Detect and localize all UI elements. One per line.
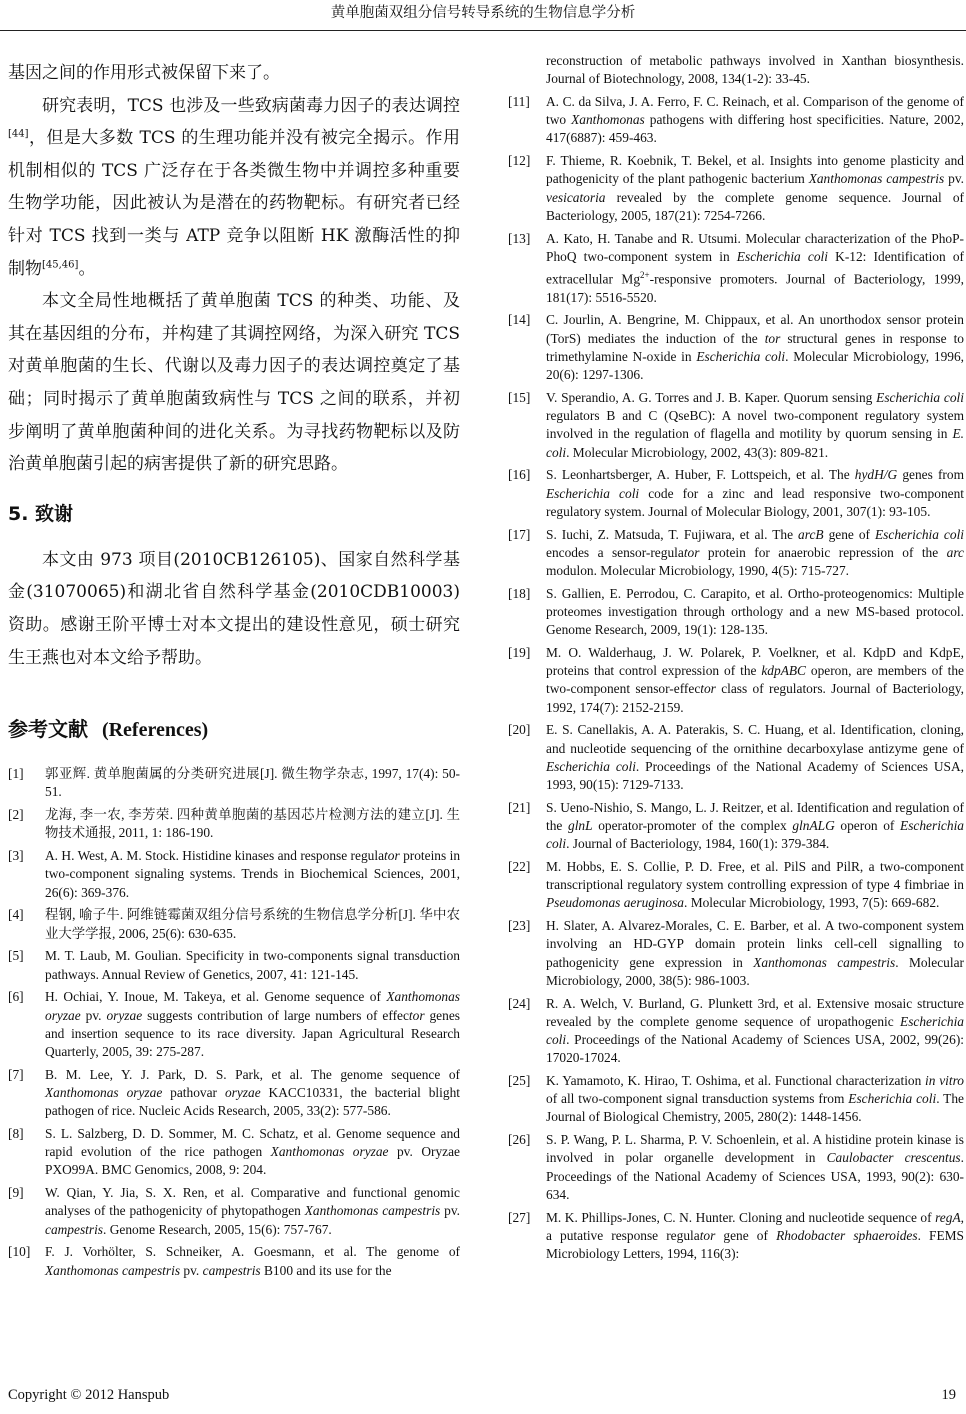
body-paragraph: 本文全局性地概括了黄单胞菌 TCS 的种类、功能、及其在基因组的分布，并构建了其调控网络，为深入研究 TCS 对黄单胞菌的生长、代谢以及毒力因子的表达调控奠定了基础；同时揭示了黄单胞菌致病性与 TCS 之间的联系，并初步阐明了黄单胞菌种间的进化关系。为寻找药物靶标以及防治黄单胞菌引起的病害提供了新的研究思路。 <box>8 291 460 475</box>
reference-text: F. J. Vorhölter, S. Schneiker, A. Goesmann, et al. The genome of Xanthomonas campestris pv. campestris B100 and its use for the <box>45 1244 460 1278</box>
reference-number: [27] <box>508 1209 531 1225</box>
reference-text: S. Leonhartsberger, A. Huber, F. Lottspeich, et al. The hydH/G genes from Escherichia coli code for a zinc and lead responsive two-component regulatory system. Journal of Molecular Biology, 2001, 307(1): 93-105. <box>546 467 964 519</box>
reference-item <box>508 389 964 462</box>
reference-item <box>508 230 964 307</box>
reference-text: S. Gallien, E. Perrodou, C. Carapito, et al. Ortho-proteogenomics: Multiple proteomes investigation through orthology and a new MS-based protocol. Genome Research, 2009, 19(1): 128-135. <box>546 585 964 638</box>
reference-item <box>508 1131 964 1204</box>
page-number: 19 <box>941 1387 956 1403</box>
left-column <box>8 57 460 1284</box>
section-title: 5. 致谢 <box>8 502 74 525</box>
reference-text: 龙海, 李一农, 李芳荣. 四种黄单胞菌的基因芯片检测方法的建立[J]. 生物技术通报, 2011, 1: 186-190. <box>45 807 460 841</box>
reference-number: [11] <box>508 94 530 109</box>
reference-number: [22] <box>508 858 531 874</box>
reference-number: [2] <box>8 807 24 823</box>
reference-item <box>508 721 964 794</box>
reference-number: [13] <box>508 230 531 246</box>
reference-number: [1] <box>8 766 24 782</box>
reference-text: H. Slater, A. Alvarez-Morales, C. E. Barber, et al. A two-component system involving an HD-GYP domain protein links cell-cell signalling to pathogenicity gene expression in Xanthomonas campestris. Molecular Microbiology, 2000, 38(5): 986-1003. <box>546 918 964 988</box>
reference-item <box>508 466 964 521</box>
reference-text: A. C. da Silva, J. A. Ferro, F. C. Reinach, et al. Comparison of the genome of two Xanthomonas pathogens with differing host specificities. Nature, 2002, 417(6887): 459-463. <box>546 94 965 146</box>
reference-text: F. Thieme, R. Koebnik, T. Bekel, et al. Insights into genome plasticity and pathogenicity of the plant pathogenic bacterium Xanthomonas campestris pv. vesicatoria revealed by the complete genome sequence. Journal of Bacteriology, 2005, 187(21): 7254-7266. <box>546 153 964 223</box>
reference-number: [6] <box>8 989 24 1005</box>
reference-text: B. M. Lee, Y. J. Park, D. S. Park, et al. The genome sequence of Xanthomonas oryzae pathovar oryzae KACC10331, the bacterial blight pathogen of rice. Nucleic Acids Research, 2005, 33(2): 577-586. <box>45 1066 460 1119</box>
reference-item <box>508 1209 964 1264</box>
reference-item <box>508 152 964 225</box>
reference-number: [25] <box>508 1072 531 1088</box>
reference-item <box>508 93 964 148</box>
reference-item <box>508 52 964 88</box>
reference-number: [15] <box>508 389 531 405</box>
reference-item <box>508 995 964 1068</box>
running-header <box>0 0 966 31</box>
reference-text: S. Ueno-Nishio, S. Mango, L. J. Reitzer, et al. Identification and regulation of the glnL operator-promoter of the complex glnALG operon of Escherichia coli. Journal of Bacteriology, 1984, 160(1): 379-384. <box>546 799 964 852</box>
reference-text: reconstruction of metabolic pathways involved in Xanthan biosynthesis. Journal of Biotechnology, 2008, 134(1-2): 33-45. <box>546 53 964 87</box>
reference-text: A. Kato, H. Tanabe and R. Utsumi. Molecular characterization of the PhoP-PhoQ two-component system in Escherichia coli K-12: Identification of extracellular $Mg^{2+}$-responsive promoters. Journal of Bacteriology, 1999, 181(17): 5516-5520. <box>546 230 964 305</box>
reference-number: [20] <box>508 722 531 738</box>
body-paragraph: 研究表明，TCS 也涉及一些致病菌毒力因子的表达调控[44]，但是大多数 TCS 的生理功能并没有被完全揭示。作用机制相似的 TCS 广泛存在于各类微生物中并调控多种重要生物学功能，因此被认为是潜在的药物靶标。有研究者已经针对 TCS 找到一类与 ATP 竞争以阻断 HK 激酶活性的抑制物[45,46]。 <box>8 95 460 279</box>
reference-number: [26] <box>508 1132 531 1148</box>
reference-text: 郭亚辉. 黄单胞菌属的分类研究进展[J]. 微生物学杂志, 1997, 17(4): 50-51. <box>45 766 460 800</box>
reference-list-right <box>508 52 964 1263</box>
reference-item <box>508 917 964 990</box>
reference-item <box>8 906 460 942</box>
reference-number: [12] <box>508 153 531 169</box>
reference-text: M. O. Walderhaug, J. W. Polarek, P. Voelkner, et al. KdpD and KdpE, proteins that control expression of the kdpABC operon, are members of the two-component sensor-effector class of regulators. Journal of Bacteriology, 1992, 174(7): 2152-2159. <box>546 644 964 715</box>
reference-item <box>8 1184 460 1239</box>
reference-text: A. H. West, A. M. Stock. Histidine kinases and response regulator proteins in two-component signaling systems. Trends in Biochemical Sciences, 2001, 26(6): 369-376. <box>45 848 461 900</box>
reference-number: [16] <box>508 467 531 483</box>
reference-text: M. T. Laub, M. Goulian. Specificity in two-components signal transduction pathways. Annual Review of Genetics, 2007, 41: 121-145. <box>45 948 460 982</box>
reference-item <box>508 526 964 581</box>
reference-text: C. Jourlin, A. Bengrine, M. Chippaux, et al. An unorthodox sensor protein (TorS) mediates the induction of the tor structural genes in response to trimethylamine N-oxide in Escherichia coli. Molecular Microbiology, 1996, 20(6): 1297-1306. <box>546 312 964 383</box>
right-column <box>508 52 964 1268</box>
reference-number: [23] <box>508 918 531 934</box>
reference-item <box>508 311 964 384</box>
reference-item <box>8 847 460 902</box>
reference-text: W. Qian, Y. Jia, S. X. Ren, et al. Comparative and functional genomic analyses of the pathogenicity of phytopathogen Xanthomonas campestris pv. campestris. Genome Research, 2005, 15(6): 757-767. <box>45 1185 460 1237</box>
reference-item <box>8 1066 460 1121</box>
reference-item <box>8 947 460 983</box>
reference-number: [17] <box>508 526 531 542</box>
reference-text: S. Iuchi, Z. Matsuda, T. Fujiwara, et al. The arcB gene of Escherichia coli encodes a sensor-regulator protein for anaerobic repression of the arc modulon. Molecular Microbiology, 1990, 4(5): 715-727. <box>546 526 965 578</box>
reference-item <box>8 1243 460 1279</box>
reference-text: V. Sperandio, A. G. Torres and J. B. Kaper. Quorum sensing Escherichia coli regulators B and C (QseBC): A novel two-component regulatory system involved in the regulation of flagella and motility by quorum sensing in E. coli. Molecular Microbiology, 2002, 43(3): 809-821. <box>546 389 964 460</box>
reference-number: [24] <box>508 995 531 1011</box>
reference-number: [10] <box>8 1244 31 1260</box>
reference-text: H. Ochiai, Y. Inoue, M. Takeya, et al. Genome sequence of Xanthomonas oryzae pv. oryzae suggests contribution of large numbers of effector genes and insertion sequence to its race diversity. Japan Agricultural Research Quarterly, 2005, 39: 275-287. <box>45 989 460 1059</box>
reference-text: K. Yamamoto, K. Hirao, T. Oshima, et al. Functional characterization in vitro of all two-component signal transduction systems from Escherichia coli. The Journal of Biological Chemistry, 2005, 280(2): 1448-1456. <box>546 1072 964 1125</box>
reference-number: [9] <box>8 1185 24 1201</box>
reference-item <box>508 585 964 640</box>
reference-text: R. A. Welch, V. Burland, G. Plunkett 3rd, et al. Extensive mosaic structure revealed by the complete genome sequence of uropathogenic Escherichia coli. Proceedings of the National Academy of Sciences USA, 2002, 99(26): 17020-17024. <box>546 995 964 1066</box>
reference-item <box>8 806 460 842</box>
reference-text: S. P. Wang, P. L. Sharma, P. V. Schoenlein, et al. A histidine protein kinase is involved in polar organelle development in Caulobacter crescentus. Proceedings of the National Academy of Sciences USA, 1993, 90(2): 630-634. <box>546 1132 964 1202</box>
reference-number: [8] <box>8 1125 24 1141</box>
reference-number: [7] <box>8 1066 24 1082</box>
reference-item <box>508 1072 964 1127</box>
copyright-text: Copyright © 2012 Hanspub <box>8 1387 170 1403</box>
reference-item <box>508 644 964 717</box>
reference-number: [21] <box>508 799 531 815</box>
reference-item <box>508 858 964 913</box>
reference-number <box>508 52 546 88</box>
reference-item <box>8 988 460 1061</box>
reference-number: [18] <box>508 585 531 601</box>
reference-text: M. K. Phillips-Jones, C. N. Hunter. Cloning and nucleotide sequence of regA, a putative response regulator gene of Rhodobacter sphaeroides. FEMS Microbiology Letters, 1994, 116(3): <box>546 1209 964 1261</box>
running-header-title: 黄单胞菌双组分信号转导系统的生物信息学分析 <box>330 5 636 21</box>
reference-item <box>8 765 460 801</box>
reference-item <box>508 799 964 854</box>
reference-list-left <box>8 765 460 1280</box>
reference-text: E. S. Canellakis, A. A. Paterakis, S. C. Huang, et al. Identification, cloning, and nucleotide sequencing of the ornithine decarboxylase antizyme gene of Escherichia coli. Proceedings of the National Academy of Sciences USA, 1993, 90(15): 7129-7133. <box>546 722 965 792</box>
reference-number: [4] <box>8 907 24 923</box>
reference-number: [14] <box>508 312 531 328</box>
reference-text: M. Hobbs, E. S. Collie, P. D. Free, et al. PilS and PilR, a two-component transcriptional regulatory system controlling expression of type 4 fimbriae in Pseudomonas aeruginosa. Molecular Microbiology, 1993, 7(5): 669-682. <box>546 858 964 911</box>
reference-number: [19] <box>508 644 531 660</box>
references-heading <box>8 714 460 745</box>
body-paragraph: 基因之间的作用形式被保留下来了。 <box>8 63 280 83</box>
reference-text: S. L. Salzberg, D. D. Sommer, M. C. Schatz, et al. Genome sequence and rapid evolution of the rice pathogen Xanthomonas oryzae pv. Oryzae PXO99A. BMC Genomics, 2008, 9: 204. <box>45 1125 460 1178</box>
acknowledgement-paragraph: 本文由 973 项目(2010CB126105)、国家自然科学基金(31070065)和湖北省自然科学基金(2010CDB10003)资助。感谢王阶平博士对本文提出的建设性意见，硕士研究生王燕也对本文给予帮助。 <box>8 549 460 668</box>
reference-text: 程钢, 喻子牛. 阿维链霉菌双组分信号系统的生物信息学分析[J]. 华中农业大学学报, 2006, 25(6): 630-635. <box>45 907 460 941</box>
references-heading-cn: 参考文献 <box>8 717 88 742</box>
reference-number: [3] <box>8 848 24 864</box>
reference-number: [5] <box>8 948 24 964</box>
references-heading-en: (References) <box>101 719 209 742</box>
reference-item <box>8 1125 460 1180</box>
